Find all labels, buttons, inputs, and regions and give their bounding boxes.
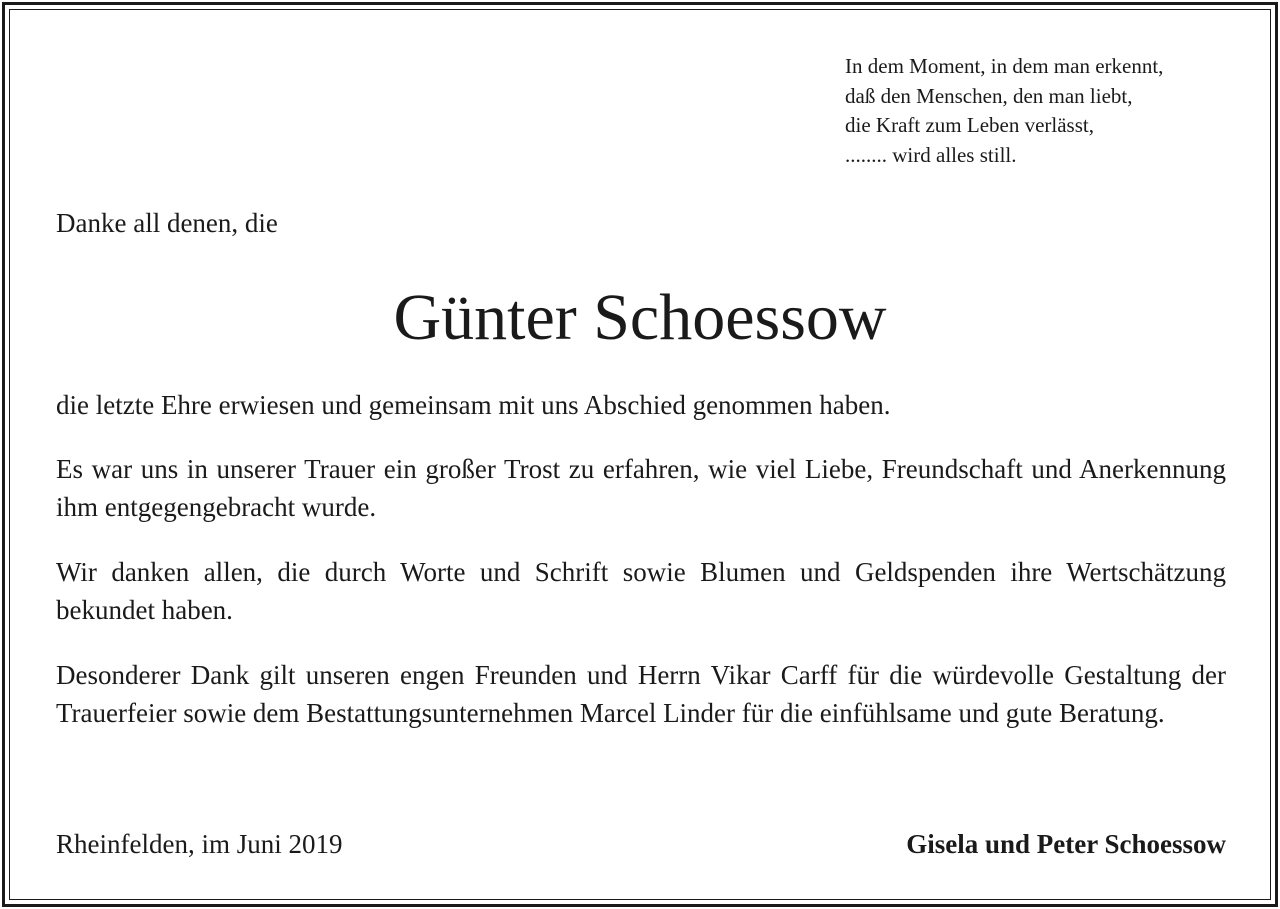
paragraph: Es war uns in unserer Trauer ein großer Trost zu erfahren, wie viel Liebe, Freundschaft und Anerkennung ihm entgegengebracht wurde. [56,454,1226,522]
quote-line: ........ wird alles still. [845,142,1017,167]
deceased-name: Günter Schoessow [393,281,887,354]
signature: Gisela und Peter Schoessow [906,829,1226,859]
quote-line: In dem Moment, in dem man erkennt, [845,54,1164,78]
paragraph: die letzte Ehre erwiesen und gemeinsam mit uns Abschied genommen haben. [56,390,891,420]
memorial-quote [845,52,1245,170]
intro-text: Danke all denen, die [56,208,278,238]
quote-line: daß den Menschen, den man liebt, [845,83,1133,108]
place-date: Rheinfelden, im Juni 2019 [56,829,343,859]
quote-line: die Kraft zum Leben verlässt, [845,113,1094,137]
paragraph: Wir danken allen, die durch Worte und Schrift sowie Blumen und Geldspenden ihre Wertschätzung bekundet haben. [56,557,1226,625]
paragraph: Desonderer Dank gilt unseren engen Freunden und Herrn Vikar Carff für die würdevolle Gestaltung der Trauerfeier sowie dem Bestattungsunternehmen Marcel Linder für die einfühlsame und gute Beratung. [56,660,1226,728]
